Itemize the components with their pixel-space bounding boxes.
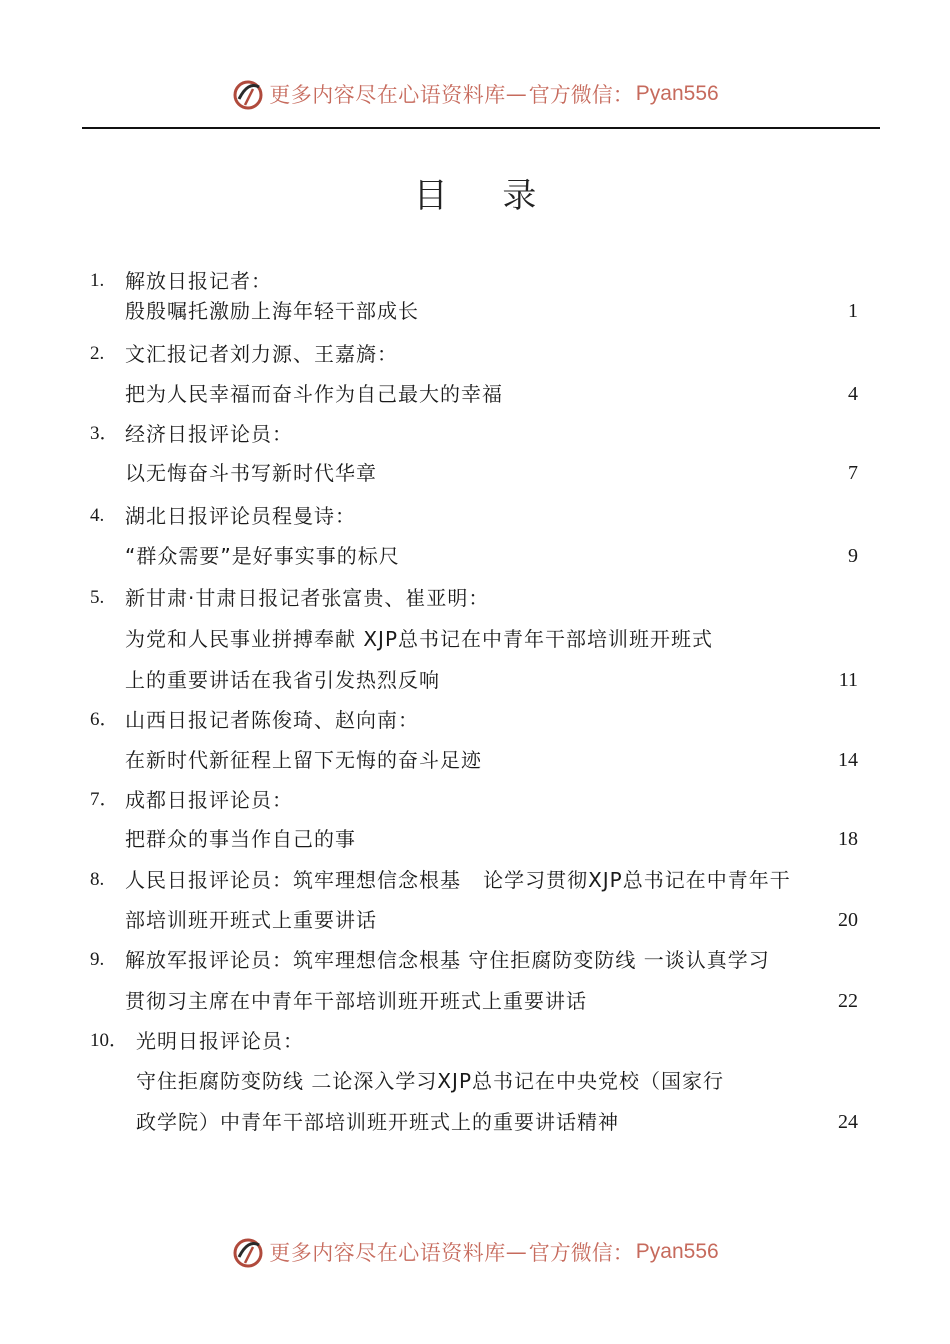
toc-page-number: 24 [838,1111,858,1133]
toc-page-number: 4 [848,383,858,405]
banner-wechat-id: Pyan556 [635,1240,719,1263]
toc-title: 为党和人民事业拼搏奉献 XJP总书记在中青年干部培训班开班式 [125,627,714,651]
toc-entry [0,943,950,977]
toc-entry [0,264,950,298]
toc-entry-line [0,743,950,777]
toc-title: 把为人民幸福而奋斗作为自己最大的幸福 [125,382,503,406]
toc-number: 7． [90,789,119,810]
banner-wechat-label: 官方微信： [528,83,634,107]
toc-entry-line [0,294,950,328]
toc-source: 解放军报评论员：筑牢理想信念根基 守住拒腐防变防线 一谈认真学习 [125,948,770,972]
toc-number: 5. [90,587,105,608]
toc-title: 把群众的事当作自己的事 [125,827,356,851]
toc-entry [0,783,950,817]
toc-page-number: 20 [838,909,858,931]
toc-entry [0,1024,950,1058]
toc-entry [0,499,950,533]
toc-number: 4. [90,505,105,526]
toc-page-number: 18 [838,828,858,850]
page-title: 目 录 [413,176,559,216]
header-banner [0,74,950,114]
toc-number: 1. [90,270,105,291]
toc-number: 8. [90,869,105,890]
toc-number: 3． [90,423,119,444]
toc-source: 新甘肃·甘肃日报记者张富贵、崔亚明： [125,586,490,610]
toc-entry [0,863,950,897]
toc-entry-line [0,1105,950,1139]
toc-entry-line [0,903,950,937]
toc-source: 山西日报记者陈俊琦、赵向南： [125,708,419,732]
banner-dash: — [505,1240,527,1264]
toc-page-number: 7 [848,462,858,484]
toc-entry-line [0,1064,950,1098]
toc-source: 解放日报记者： [125,269,272,293]
toc-page-number: 22 [838,990,858,1012]
toc-entry-line [0,622,950,656]
footer-banner [0,1232,950,1272]
toc-page-number: 9 [848,545,858,567]
toc-entry-line [0,456,950,490]
toc-source: 文汇报记者刘力源、王嘉旖： [125,342,398,366]
toc-entry-line [0,984,950,1018]
toc-number: 6． [90,709,119,730]
toc-source: 经济日报评论员： [125,422,293,446]
toc-number: 2. [90,343,105,364]
banner-dash: — [505,82,527,106]
brand-logo-icon [231,77,265,111]
toc-number: 9. [90,949,105,970]
toc-entry [0,703,950,737]
header-rule [82,127,880,129]
toc-entry [0,417,950,451]
toc-number: 10． [90,1030,129,1051]
toc-source: 湖北日报评论员程曼诗： [125,504,356,528]
toc-title: 部培训班开班式上重要讲话 [125,908,377,932]
toc-title: 贯彻习主席在中青年干部培训班开班式上重要讲话 [125,989,587,1013]
toc-entry [0,581,950,615]
toc-title: 在新时代新征程上留下无悔的奋斗足迹 [125,748,482,772]
toc-title: 政学院）中青年干部培训班开班式上的重要讲话精神 [136,1110,619,1134]
toc-entry-line [0,377,950,411]
toc-page-number: 14 [838,749,858,771]
toc-title: 守住拒腐防变防线 二论深入学习XJP总书记在中央党校（国家行 [136,1069,725,1093]
toc-source: 成都日报评论员： [125,788,293,812]
banner-text: 更多内容尽在心语资料库 [269,1241,506,1265]
banner-wechat-label: 官方微信： [528,1241,634,1265]
brand-logo-icon [231,1235,265,1269]
toc-title: 以无悔奋斗书写新时代华章 [125,461,377,485]
banner-text: 更多内容尽在心语资料库 [269,83,506,107]
banner-wechat-id: Pyan556 [635,82,719,105]
toc-page-number: 11 [838,669,858,691]
toc-entry-line [0,663,950,697]
toc-source: 人民日报评论员：筑牢理想信念根基 论学习贯彻XJP总书记在中青年干 [125,868,791,892]
toc-source: 光明日报评论员： [136,1029,304,1053]
toc-entry [0,337,950,371]
toc-title: 殷殷嘱托激励上海年轻干部成长 [125,299,419,323]
toc-page-number: 1 [848,300,858,322]
toc-entry-line [0,822,950,856]
toc-entry-line [0,539,950,573]
toc-title: 上的重要讲话在我省引发热烈反响 [125,668,440,692]
toc-title: “群众需要”是好事实事的标尺 [125,544,400,568]
